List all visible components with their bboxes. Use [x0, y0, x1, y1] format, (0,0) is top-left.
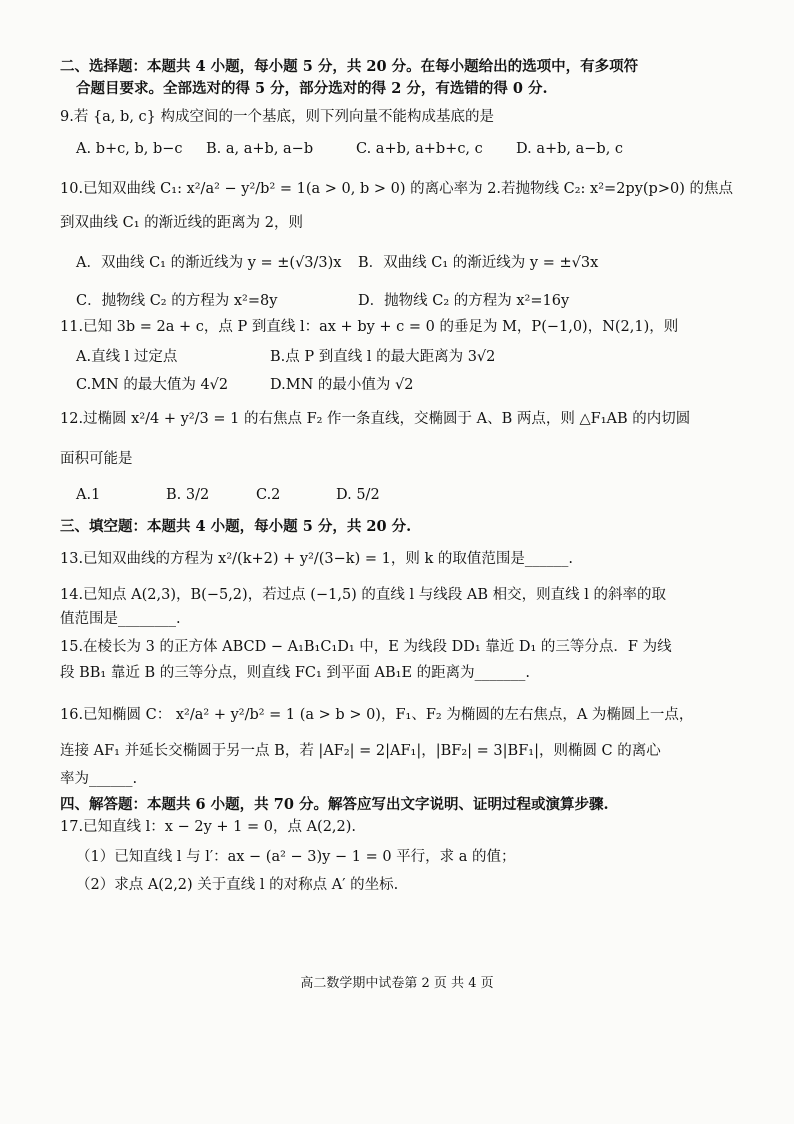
- q12-option-c: C.2: [256, 487, 281, 503]
- page-footer: 高二数学期中试卷第 2 页 共 4 页: [300, 976, 494, 991]
- section2-heading: 二、选择题：本题共 4 小题，每小题 5 分，共 20 分。在每小题给出的选项中，有多项符: [60, 58, 639, 75]
- q10-option-d: D．抛物线 C₂ 的方程为 x²=16y: [358, 293, 570, 309]
- q16-stem: 16.已知椭圆 C： x²/a² + y²/b² = 1 (a > b > 0)，F₁、F₂ 为椭圆的左右焦点，A 为椭圆上一点，: [60, 707, 694, 723]
- q11-stem: 11.已知 3b = 2a + c，点 P 到直线 l：ax + by + c = 0 的垂足为 M，P(−1,0)，N(2,1)，则: [60, 319, 679, 335]
- q11-options-cd: [76, 376, 766, 394]
- q12-stem-cont: 面积可能是: [60, 451, 133, 467]
- q10-stem: 10.已知双曲线 C₁: x²/a² − y²/b² = 1(a > 0, b > 0) 的离心率为 2.若抛物线 C₂: x²=2py(p>0) 的焦点: [60, 181, 733, 197]
- q14-stem-cont: 值范围是________.: [60, 611, 181, 627]
- q12-options: [76, 486, 766, 504]
- q12-stem: 12.过椭圆 x²/4 + y²/3 = 1 的右焦点 F₂ 作一条直线，交椭圆于 A、B 两点，则 △F₁AB 的内切圆: [60, 411, 691, 427]
- q10-option-b: B．双曲线 C₁ 的渐近线为 y = ±√3x: [358, 255, 599, 271]
- q9-option-b: B. a, a+b, a−b: [206, 141, 314, 157]
- q9-option-d: D. a+b, a−b, c: [516, 141, 624, 157]
- q10-option-c: C．抛物线 C₂ 的方程为 x²=8y: [76, 293, 278, 309]
- q15-stem-cont: 段 BB₁ 靠近 B 的三等分点，则直线 FC₁ 到平面 AB₁E 的距离为_______.: [60, 665, 531, 681]
- q12-option-a: A.1: [76, 487, 101, 503]
- q12-option-b: B. 3/2: [166, 487, 210, 503]
- q17-part2: （2）求点 A(2,2) 关于直线 l 的对称点 A′ 的坐标.: [76, 877, 399, 893]
- section2-heading-cont: 合题目要求。全部选对的得 5 分，部分选对的得 2 分，有选错的得 0 分.: [76, 80, 548, 97]
- q9-option-a: A. b+c, b, b−c: [76, 141, 183, 157]
- q16-stem-cont: 连接 AF₁ 并延长交椭圆于另一点 B，若 |AF₂| = 2|AF₁|，|BF₂| = 3|BF₁|，则椭圆 C 的离心: [60, 743, 661, 759]
- q9-stem: 9.若 {a, b, c} 构成空间的一个基底，则下列向量不能构成基底的是: [60, 109, 494, 125]
- q12-option-d: D. 5/2: [336, 487, 380, 503]
- q16-stem-cont2: 率为______.: [60, 771, 138, 787]
- q9-options: [76, 140, 766, 158]
- q15-stem: 15.在棱长为 3 的正方体 ABCD − A₁B₁C₁D₁ 中，E 为线段 DD₁ 靠近 D₁ 的三等分点．F 为线: [60, 639, 672, 655]
- q14-stem: 14.已知点 A(2,3)，B(−5,2)，若过点 (−1,5) 的直线 l 与线段 AB 相交，则直线 l 的斜率的取: [60, 587, 666, 603]
- q11-option-a: A.直线 l 过定点: [76, 349, 178, 365]
- q17-part1: （1）已知直线 l 与 l′：ax − (a² − 3)y − 1 = 0 平行，求 a 的值；: [76, 849, 516, 865]
- q11-option-c: C.MN 的最大值为 4√2: [76, 377, 229, 393]
- section3-heading: 三、填空题：本题共 4 小题，每小题 5 分，共 20 分.: [60, 518, 412, 535]
- q10-option-a: A．双曲线 C₁ 的渐近线为 y = ±(√3/3)x: [76, 255, 342, 271]
- q10-stem-cont: 到双曲线 C₁ 的渐近线的距离为 2，则: [60, 215, 303, 231]
- q10-options-ab: [76, 254, 766, 272]
- q11-option-b: B.点 P 到直线 l 的最大距离为 3√2: [270, 349, 496, 365]
- q17-stem: 17.已知直线 l：x − 2y + 1 = 0，点 A(2,2).: [60, 819, 357, 835]
- section4-heading: 四、解答题：本题共 6 小题，共 70 分。解答应写出文字说明、证明过程或演算步骤.: [60, 796, 609, 813]
- q10-options-cd: [76, 292, 766, 310]
- q11-options-ab: [76, 348, 766, 366]
- q13-stem: 13.已知双曲线的方程为 x²/(k+2) + y²/(3−k) = 1，则 k 的取值范围是______.: [60, 551, 573, 567]
- q11-option-d: D.MN 的最小值为 √2: [270, 377, 414, 393]
- q9-option-c: C. a+b, a+b+c, c: [356, 141, 483, 157]
